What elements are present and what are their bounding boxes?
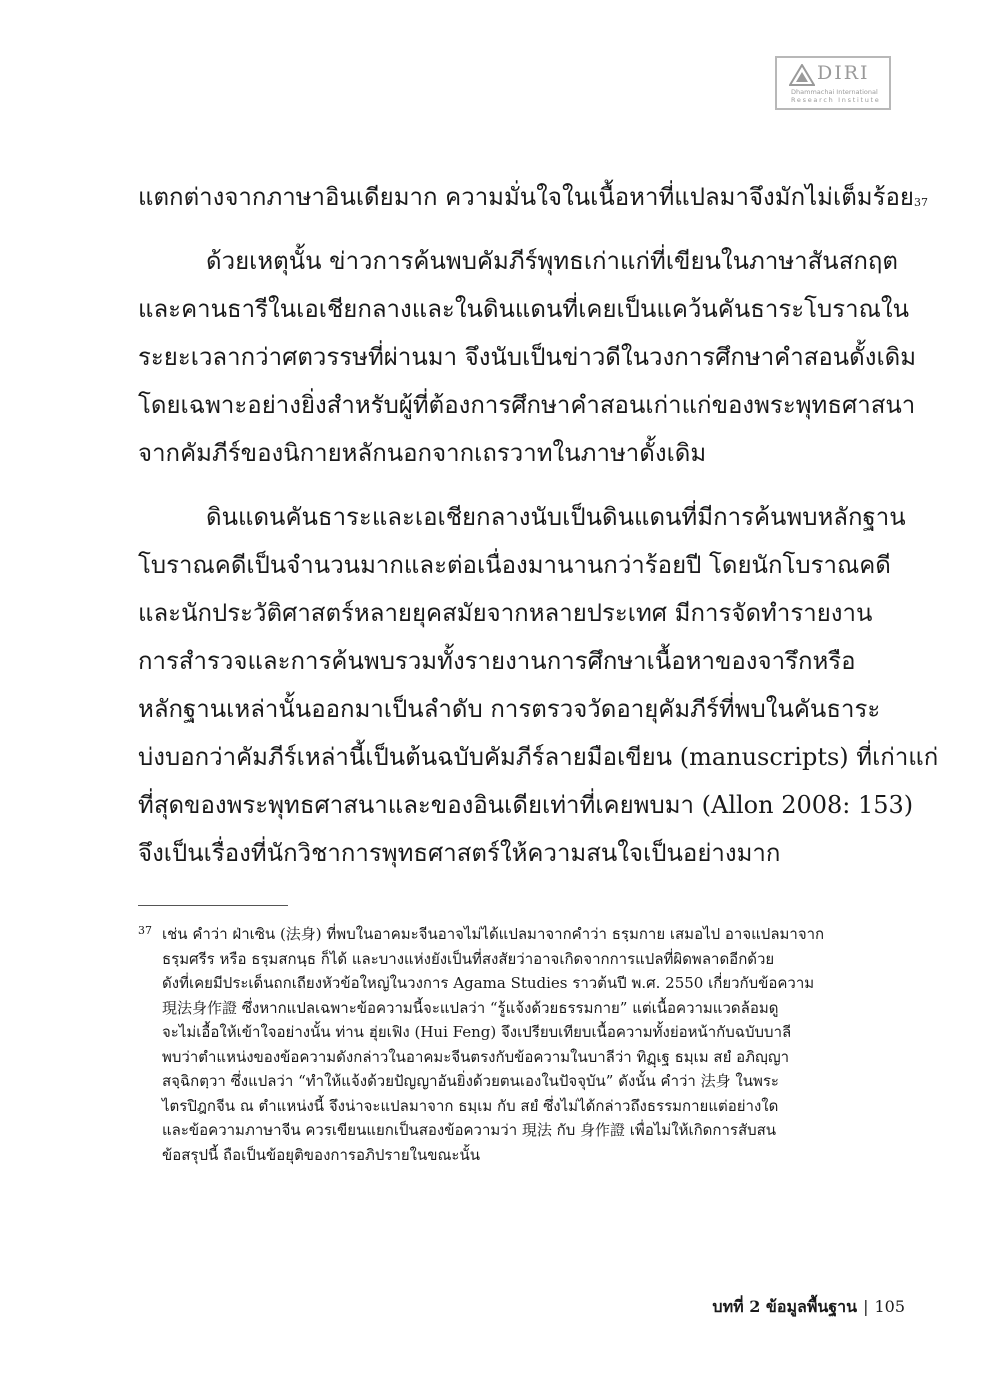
body-line: และนักประวัติศาสตร์หลายยุคสมัยจากหลายประเทศ มีการจัดทำรายงาน	[138, 599, 873, 627]
body-line: โดยเฉพาะอย่างยิ่งสำหรับผู้ที่ต้องการศึกษาคำสอนเก่าแก่ของพระพุทธศาสนา	[138, 391, 916, 419]
logo-wordmark: DIRI	[817, 62, 870, 84]
chapter-title: บทที่ 2 ข้อมูลพื้นฐาน	[712, 1297, 858, 1316]
footnote-line: จะไม่เอื้อให้เข้าใจอย่างนั้น ท่าน ฮุ่ยเฟิง (Hui Feng) จึงเปรียบเทียบเนื้อความทั้งย่อหน้ากับฉบับบาลี	[162, 1023, 792, 1041]
body-line: หลักฐานเหล่านั้นออกมาเป็นลำดับ การตรวจวัดอายุคัมภีร์ที่พบในคันธาระ	[138, 695, 881, 723]
diri-logo	[775, 56, 891, 110]
page-number: 105	[874, 1297, 905, 1316]
body-line: ดินแดนคันธาระและเอเชียกลางนับเป็นดินแดนที่มีการค้นพบหลักฐาน	[206, 503, 906, 531]
body-line: ที่สุดของพระพุทธศาสนาและของอินเดียเท่าที่เคยพบมา (Allon 2008: 153)	[138, 791, 914, 819]
triangle-logo-icon	[789, 64, 815, 86]
footer-separator: |	[863, 1297, 869, 1316]
footnote-line: ข้อสรุปนี้ ถือเป็นข้อยุติของการอภิปรายในขณะนั้น	[162, 1145, 480, 1164]
footnote-reference[interactable]: 37	[913, 196, 928, 209]
footnote-line: เช่น คำว่า ฝ่าเซิน (法身) ที่พบในอาคมะจีนอาจไม่ได้แปลมาจากคำว่า ธรฺมกาย เสมอไป อาจแปลมาจาก	[162, 925, 825, 943]
footnote-line: 現法身作證 ซึ่งหากแปลเฉพาะข้อความนี้จะแปลว่า “รู้แจ้งด้วยธรรมกาย” แต่เนื้อความแวดล้อมดู	[162, 998, 779, 1017]
logo-subtitle-line-2: Research Institute	[791, 96, 881, 104]
page-footer	[712, 1295, 905, 1320]
body-text	[138, 173, 939, 877]
body-line: การสำรวจและการค้นพบรวมทั้งรายงานการศึกษาเนื้อหาของจารึกหรือ	[138, 647, 856, 675]
body-line: โบราณคดีเป็นจำนวนมากและต่อเนื่องมานานกว่าร้อยปี โดยนักโบราณคดี	[138, 551, 891, 579]
footnote-divider	[138, 905, 288, 906]
footnote-line: และข้อความภาษาจีน ควรเขียนแยกเป็นสองข้อความว่า 現法 กับ 身作證 เพื่อไม่ให้เกิดการสับสน	[162, 1121, 777, 1139]
footnote-line: ดังที่เคยมีประเด็นถกเถียงหัวข้อใหญ่ในวงการ Agama Studies ราวต้นปี พ.ศ. 2550 เกี่ยวกับข้อความ	[162, 974, 815, 992]
footnote-line: พบว่าตำแหน่งของข้อความดังกล่าวในอาคมะจีนตรงกับข้อความในบาลีว่า ทิฏฺเฐ ธมฺเม สยํ อภิญฺญา	[162, 1047, 790, 1066]
body-line: ระยะเวลากว่าศตวรรษที่ผ่านมา จึงนับเป็นข่าวดีในวงการศึกษาคำสอนดั้งเดิม	[138, 343, 917, 371]
logo-subtitle-line-1: Dhammachai International	[791, 88, 878, 96]
footnote-number: 37	[138, 924, 152, 937]
body-line: และคานธารีในเอเชียกลางและในดินแดนที่เคยเป็นแคว้นคันธาระโบราณใน	[138, 295, 910, 323]
footnote-line: สจฺฉิกตฺวา ซึ่งแปลว่า “ทำให้แจ้งด้วยปัญญาอันยิ่งด้วยตนเองในปัจจุบัน” ดังนั้น คำว่า 法身 ในพระ	[162, 1072, 779, 1090]
body-line: แตกต่างจากภาษาอินเดียมาก ความมั่นใจในเนื้อหาที่แปลมาจึงมักไม่เต็มร้อย$^{37}$	[138, 183, 928, 211]
body-line: จึงเป็นเรื่องที่นักวิชาการพุทธศาสตร์ให้ความสนใจเป็นอย่างมาก	[138, 839, 781, 867]
body-line: ด้วยเหตุนั้น ข่าวการค้นพบคัมภีร์พุทธเก่าแก่ที่เขียนในภาษาสันสกฤต	[206, 247, 899, 275]
body-line: จากคัมภีร์ของนิกายหลักนอกจากเถรวาทในภาษาดั้งเดิม	[138, 439, 707, 467]
footnote-text	[162, 922, 902, 1167]
footnote-line: ธรฺมศรีร หรือ ธรฺมสกนฺธ ก็ได้ และบางแห่งยังเป็นที่สงสัยว่าอาจเกิดจากการแปลที่ผิดพลาดอีกด้วย	[162, 949, 775, 968]
body-line: บ่งบอกว่าคัมภีร์เหล่านี้เป็นต้นฉบับคัมภีร์ลายมือเขียน (manuscripts) ที่เก่าแก่	[138, 743, 939, 771]
footnote-line: ไตรปิฎกจีน ณ ตำแหน่งนี้ จึงน่าจะแปลมาจาก ธมฺเม กับ สยํ ซึ่งไม่ได้กล่าวถึงธรรมกายแต่อย่างใด	[162, 1096, 779, 1115]
